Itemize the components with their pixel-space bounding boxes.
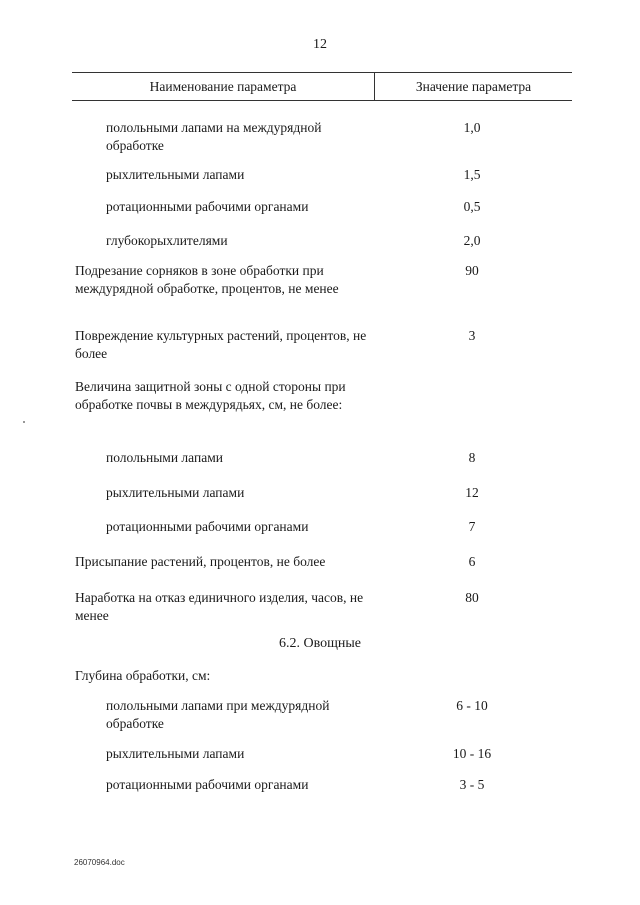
row-value: 1,0 (463, 120, 481, 135)
row-value: 6 - 10 (456, 698, 488, 713)
table-header-top-rule (72, 72, 572, 73)
row-value: 1,5 (463, 167, 481, 182)
row-name: рыхлительными лапами (106, 485, 245, 500)
row-name: полольными лапами (106, 450, 223, 465)
row-name: ротационными рабочими органами (106, 777, 309, 792)
row-name: Величина защитной зоны с одной стороны при обработке почвы в междурядьях, см, не более: (75, 379, 346, 412)
section-title: 6.2. Овощные (278, 636, 362, 651)
column-header-name: Наименование параметра (149, 79, 297, 94)
row-value: 3 (468, 328, 476, 343)
row-name: полольными лапами при междурядной обработке (106, 698, 330, 731)
scan-speck (23, 421, 25, 423)
row-value: 6 (468, 554, 476, 569)
row-name: ротационными рабочими органами (106, 519, 309, 534)
row-value: 8 (468, 450, 476, 465)
row-name: глубокорыхлителями (106, 233, 228, 248)
row-name: ротационными рабочими органами (106, 199, 309, 214)
page-number: 12 (313, 37, 327, 52)
row-value: 90 (465, 263, 479, 278)
footer-filename: 26070964.doc (74, 858, 125, 867)
row-value: 10 - 16 (452, 746, 492, 761)
row-value: 80 (465, 590, 479, 605)
row-value: 0,5 (463, 199, 481, 214)
row-name: Присыпание растений, процентов, не более (75, 554, 326, 569)
row-name: полольными лапами на междурядной обработке (106, 120, 322, 153)
row-value: 2,0 (463, 233, 481, 248)
column-header-value: Значение параметра (415, 79, 532, 94)
row-name: Подрезание сорняков в зоне обработки при междурядной обработке, процентов, не менее (75, 263, 339, 296)
row-name: Наработка на отказ единичного изделия, часов, не менее (75, 590, 364, 623)
row-value: 3 - 5 (459, 777, 485, 792)
row-name: рыхлительными лапами (106, 746, 245, 761)
row-value: 7 (468, 519, 476, 534)
row-name: Повреждение культурных растений, процентов, не более (75, 328, 367, 361)
table-header-bottom-rule (72, 100, 572, 101)
row-name: Глубина обработки, см: (75, 668, 211, 683)
row-name: рыхлительными лапами (106, 167, 245, 182)
row-value: 12 (465, 485, 479, 500)
